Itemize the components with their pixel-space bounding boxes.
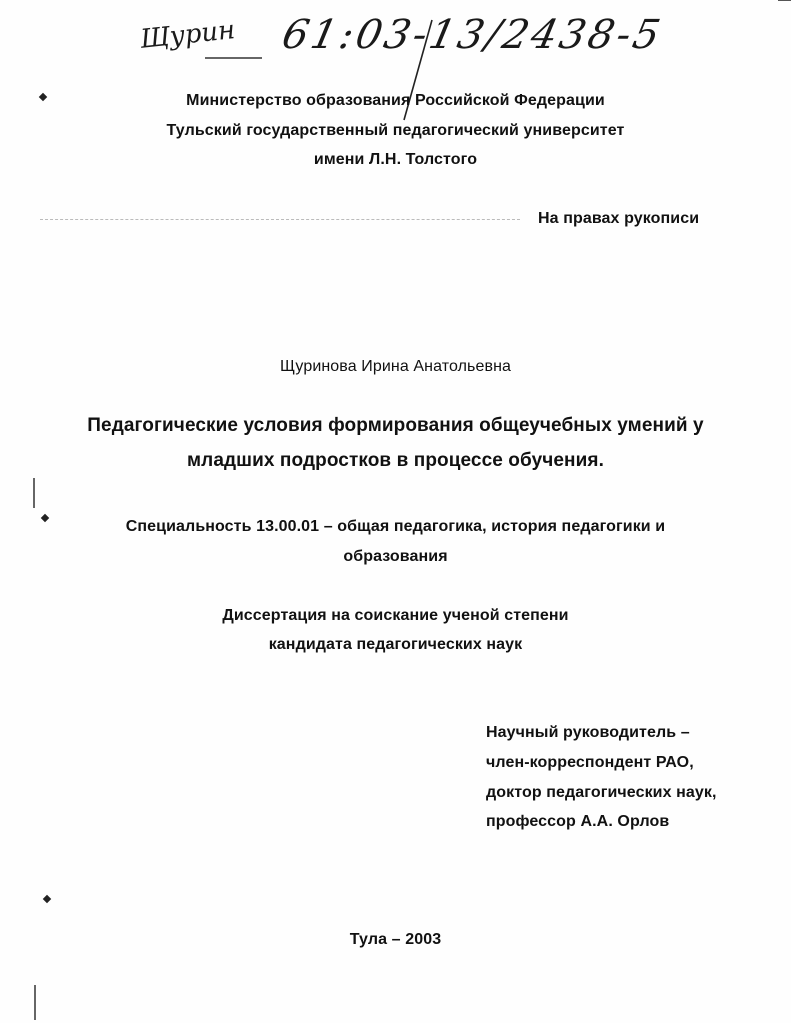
university-name: Тульский государственный педагогический университет <box>166 122 625 139</box>
supervisor-line-3: доктор педагогических наук, <box>486 784 717 801</box>
specialty-line-2: образования <box>343 548 448 565</box>
handwritten-signature: Щурин <box>138 15 237 55</box>
specialty-line-1: Специальность 13.00.01 – общая педагогика, история педагогики и <box>125 518 666 535</box>
dissertation-title-line-2: младших подростков в процессе обучения. <box>187 450 604 471</box>
supervisor-line-2: член-корреспондент РАО, <box>486 754 694 771</box>
city-year: Тула – 2003 <box>349 931 442 948</box>
author-name: Щуринова Ирина Анатольевна <box>279 358 512 375</box>
supervisor-line-4: профессор А.А. Орлов <box>486 813 670 830</box>
university-named-after: имени Л.Н. Толстого <box>313 151 478 168</box>
handwritten-registration-number: 61:03-13/2438-5 <box>278 12 667 58</box>
rights-note: На правах рукописи <box>538 210 700 227</box>
ministry-name: Министерство образования Российской Федерации <box>186 92 605 109</box>
degree-line-2: кандидата педагогических наук <box>268 636 523 653</box>
dissertation-title-line-1: Педагогические условия формирования общеучебных умений у <box>87 415 704 436</box>
supervisor-line-1: Научный руководитель – <box>486 724 690 741</box>
scan-dotted-line <box>40 219 520 222</box>
degree-line-1: Диссертация на соискание ученой степени <box>222 607 569 624</box>
